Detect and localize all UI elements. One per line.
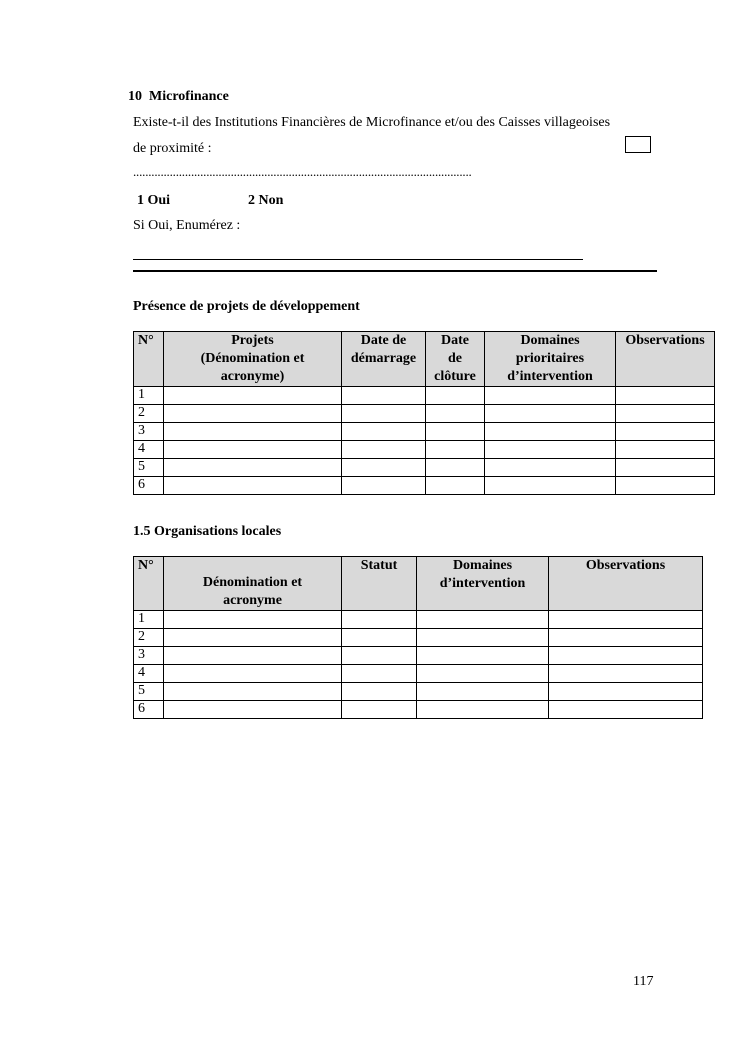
organisations-title: 1.5 Organisations locales: [133, 524, 282, 539]
cell-denomination[interactable]: [164, 701, 342, 719]
header-date-demarrage: Date de démarrage: [342, 332, 426, 387]
cell-domaines[interactable]: [417, 683, 549, 701]
option-no[interactable]: 2 Non: [248, 193, 284, 208]
row-number: 2: [134, 629, 164, 647]
cell-observations[interactable]: [549, 665, 703, 683]
list-prompt: Si Oui, Enumérez :: [133, 218, 241, 233]
cell-domaines[interactable]: [417, 647, 549, 665]
row-number: 3: [134, 647, 164, 665]
row-number: 6: [134, 701, 164, 719]
organisations-header-row: [134, 557, 703, 611]
cell-observations[interactable]: [616, 477, 715, 495]
cell-denomination[interactable]: [164, 647, 342, 665]
cell-projet[interactable]: [164, 423, 342, 441]
cell-denomination[interactable]: [164, 611, 342, 629]
cell-statut[interactable]: [342, 683, 417, 701]
header-observations: Observations: [616, 332, 715, 387]
cell-cloture[interactable]: [426, 405, 485, 423]
cell-observations[interactable]: [549, 629, 703, 647]
header-date-cloture: Date de clôture: [426, 332, 485, 387]
cell-cloture[interactable]: [426, 387, 485, 405]
header-domaines: Domaines prioritaires d’intervention: [485, 332, 616, 387]
section-number: 10: [128, 89, 142, 104]
dotted-fill-line: ...............................................................................................................: [133, 164, 472, 179]
organisations-table: [133, 556, 703, 719]
cell-domaines[interactable]: [417, 611, 549, 629]
row-number: 1: [134, 611, 164, 629]
header-statut: Statut: [342, 557, 417, 611]
cell-domaines[interactable]: [485, 387, 616, 405]
header-denomination: Dénomination et acronyme: [164, 557, 342, 611]
section-title: Microfinance: [149, 89, 229, 104]
cell-observations[interactable]: [616, 423, 715, 441]
cell-observations[interactable]: [616, 459, 715, 477]
answer-underline[interactable]: [133, 259, 583, 260]
table-row: [134, 441, 715, 459]
cell-demarrage[interactable]: [342, 387, 426, 405]
table-row: [134, 647, 703, 665]
cell-demarrage[interactable]: [342, 459, 426, 477]
cell-observations[interactable]: [616, 441, 715, 459]
table-row: [134, 423, 715, 441]
option-yes[interactable]: 1 Oui: [137, 193, 171, 208]
row-number: 6: [134, 477, 164, 495]
cell-projet[interactable]: [164, 459, 342, 477]
cell-demarrage[interactable]: [342, 477, 426, 495]
cell-observations[interactable]: [549, 701, 703, 719]
header-projets: Projets (Dénomination et acronyme): [164, 332, 342, 387]
cell-denomination[interactable]: [164, 665, 342, 683]
row-number: 3: [134, 423, 164, 441]
cell-statut[interactable]: [342, 647, 417, 665]
cell-domaines[interactable]: [417, 665, 549, 683]
row-number: 4: [134, 441, 164, 459]
cell-observations[interactable]: [549, 611, 703, 629]
answer-checkbox[interactable]: [625, 136, 651, 153]
cell-observations[interactable]: [616, 405, 715, 423]
cell-projet[interactable]: [164, 441, 342, 459]
cell-domaines[interactable]: [417, 629, 549, 647]
cell-domaines[interactable]: [485, 459, 616, 477]
cell-statut[interactable]: [342, 629, 417, 647]
cell-cloture[interactable]: [426, 441, 485, 459]
cell-domaines[interactable]: [485, 405, 616, 423]
cell-projet[interactable]: [164, 477, 342, 495]
table-row: [134, 477, 715, 495]
cell-observations[interactable]: [549, 683, 703, 701]
cell-domaines[interactable]: [417, 701, 549, 719]
header-num: N°: [134, 332, 164, 387]
cell-projet[interactable]: [164, 387, 342, 405]
section-heading: [128, 89, 229, 105]
table-row: [134, 629, 703, 647]
cell-denomination[interactable]: [164, 629, 342, 647]
cell-statut[interactable]: [342, 611, 417, 629]
row-number: 4: [134, 665, 164, 683]
cell-cloture[interactable]: [426, 459, 485, 477]
cell-statut[interactable]: [342, 701, 417, 719]
table-row: [134, 683, 703, 701]
section-divider: [133, 270, 657, 272]
table-row: [134, 701, 703, 719]
table-row: [134, 611, 703, 629]
cell-domaines[interactable]: [485, 441, 616, 459]
cell-observations[interactable]: [616, 387, 715, 405]
page-number: 117: [633, 974, 654, 989]
projects-table: [133, 331, 715, 495]
table-row: [134, 459, 715, 477]
cell-statut[interactable]: [342, 665, 417, 683]
cell-observations[interactable]: [549, 647, 703, 665]
header-observations: Observations: [549, 557, 703, 611]
header-num: N°: [134, 557, 164, 611]
cell-denomination[interactable]: [164, 683, 342, 701]
table-row: [134, 387, 715, 405]
question-line-2: de proximité :: [133, 141, 212, 156]
cell-domaines[interactable]: [485, 477, 616, 495]
row-number: 5: [134, 459, 164, 477]
cell-demarrage[interactable]: [342, 441, 426, 459]
projects-header-row: [134, 332, 715, 387]
table-row: [134, 405, 715, 423]
row-number: 1: [134, 387, 164, 405]
cell-demarrage[interactable]: [342, 405, 426, 423]
cell-demarrage[interactable]: [342, 423, 426, 441]
question-line-1: Existe-t-il des Institutions Financières de Microfinance et/ou des Caisses villageoises: [133, 115, 611, 130]
row-number: 5: [134, 683, 164, 701]
row-number: 2: [134, 405, 164, 423]
table-row: [134, 665, 703, 683]
cell-cloture[interactable]: [426, 423, 485, 441]
cell-projet[interactable]: [164, 405, 342, 423]
cell-cloture[interactable]: [426, 477, 485, 495]
header-domaines: Domaines d’intervention: [417, 557, 549, 611]
projects-title: Présence de projets de développement: [133, 299, 360, 314]
cell-domaines[interactable]: [485, 423, 616, 441]
